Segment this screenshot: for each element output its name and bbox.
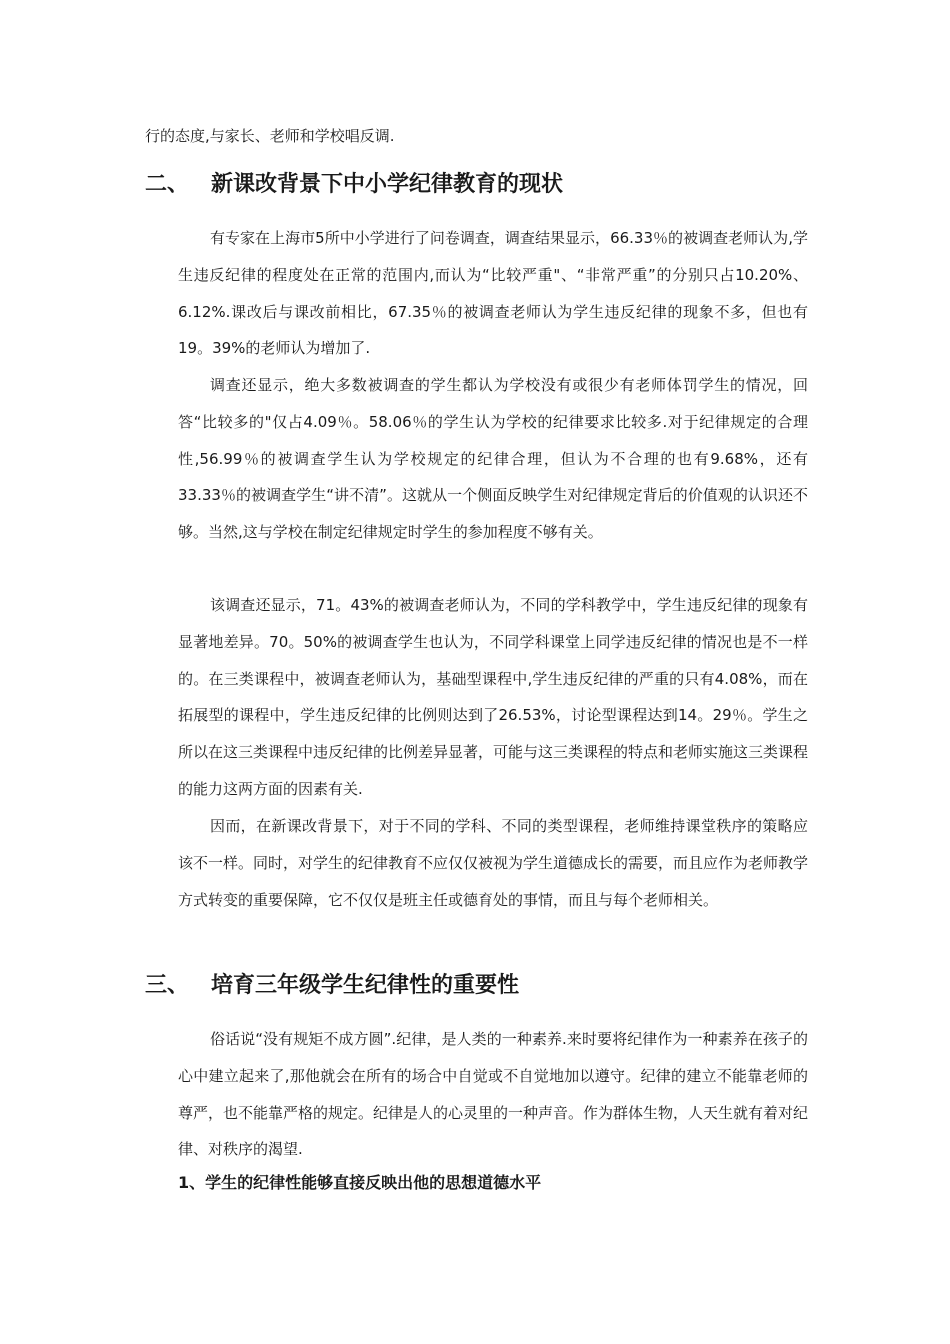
paragraph: 俗话说“没有规矩不成方圆”.纪律，是人类的一种素养.来时要将纪律作为一种素养在孩子的心中建立起来了,那他就会在所有的场合中自觉或不自觉地加以遵守。纪律的建立不能靠老师的尊严，也不能靠严格的规定。纪律是人的心灵里的一种声音。作为群体生物，人天生就有着对纪律、对秩序的渴望. bbox=[178, 1030, 809, 1159]
paragraph: 调查还显示，绝大多数被调查的学生都认为学校没有或很少有老师体罚学生的情况，回答“比较多的"仅占4.09％。58.06％的学生认为学校的纪律要求比较多.对于纪律规定的合理性,56.99％的被调查学生认为学校规定的纪律合理，但认为不合理的也有9.68%，还有33.33％的被调查学生“讲不清”。这就从一个侧面反映学生对纪律规定背后的价值观的认识还不够。当然,这与学校在制定纪律规定时学生的参加程度不够有关。 bbox=[178, 376, 808, 542]
paragraph: 有专家在上海市5所中小学进行了问卷调查，调查结果显示，66.33％的被调查老师认为,学生违反纪律的程度处在正常的范围内,而认为“比较严重"、“非常严重”的分别只占10.20%、6.12%.课改后与课改前相比，67.35％的被调查老师认为学生违反纪律的现象不多，但也有19。39%的老师认为增加了. bbox=[178, 229, 808, 358]
paragraph: 该调查还显示，71。43%的被调查老师认为，不同的学科教学中，学生违反纪律的现象有显著地差异。70。50%的被调查学生也认为，不同学科课堂上同学违反纪律的情况也是不一样的。在三类课程中，被调查老师认为，基础型课程中,学生违反纪律的严重的只有4.08%，而在拓展型的课程中，学生违反纪律的比例则达到了26.53%，讨论型课程达到14。29％。学生之所以在这三类课程中违反纪律的比例差异显著，可能与这三类课程的特点和老师实施这三类课程的能力这两方面的因素有关. bbox=[178, 596, 809, 798]
section-number: 三、 bbox=[145, 973, 190, 998]
paragraph: 因而，在新课改背景下，对于不同的学科、不同的类型课程，老师维持课堂秩序的策略应该不一样。同时，对学生的纪律教育不应仅仅被视为学生道德成长的需要，而且应作为老师教学方式转变的重要保障，它不仅仅是班主任或德育处的事情，而且与每个老师相关。 bbox=[178, 817, 809, 909]
continuation-text: 行的态度,与家长、老师和学校唱反调. bbox=[145, 127, 395, 145]
section-heading-2 bbox=[145, 170, 845, 200]
section-number: 二、 bbox=[145, 172, 190, 197]
section-heading-3 bbox=[145, 971, 845, 1001]
subheading: 1、学生的纪律性能够直接反映出他的思想道德水平 bbox=[178, 1173, 542, 1192]
section-title: 培育三年级学生纪律性的重要性 bbox=[211, 973, 520, 998]
section-title: 新课改背景下中小学纪律教育的现状 bbox=[211, 172, 564, 197]
